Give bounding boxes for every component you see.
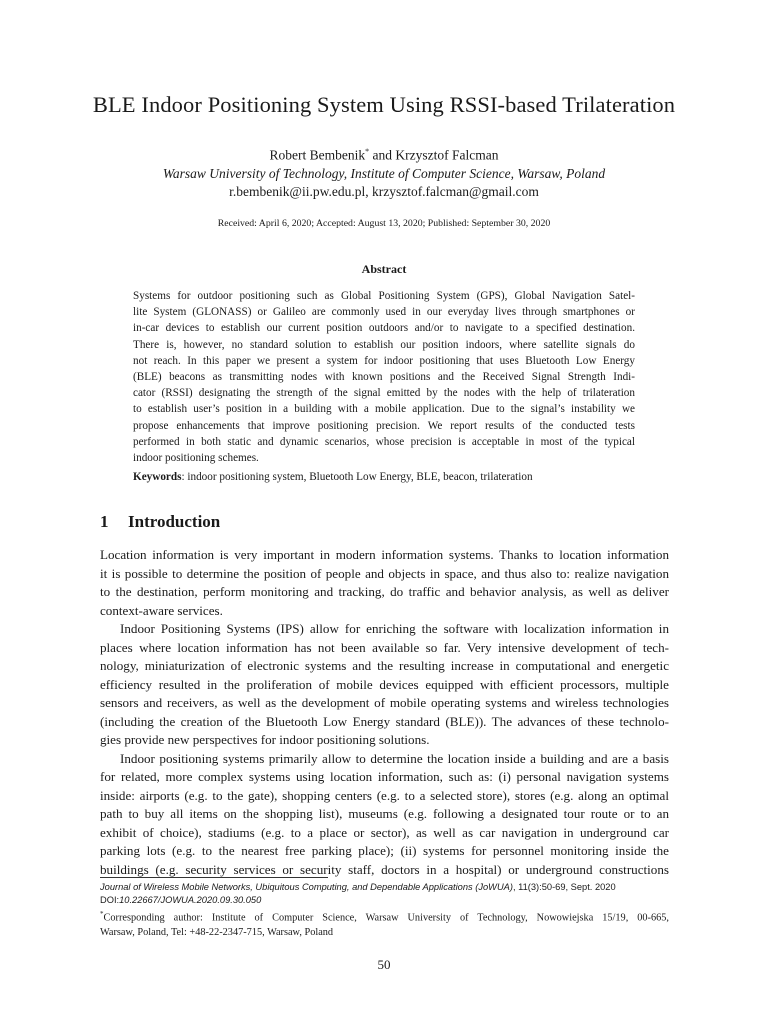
abstract-line: indoor positioning schemes. [133,452,259,465]
journal-volume: , 11(3):50-69, Sept. 2020 [512,882,616,892]
author-name-rest: and Krzysztof Falcman [369,147,499,163]
body-line: inside: airports (e.g. to the gate), shopping centers (e.g. to a selected store), stores (e.g. along an optimal [100,787,669,803]
body-line: for related, more complex systems using location information, such as: (i) personal navigation systems [100,769,669,784]
body-line: to the destination, perform monitoring and tracking, do traffic and behavior analysis, as well as deliver [100,584,669,599]
body-line: efficiency resulted in the proliferation of mobile devices equipped with efficient processors, multiple [100,676,669,692]
journal-citation [100,881,680,907]
abstract-body [133,288,635,466]
body-line: parking lots (e.g. to the nearest free parking place); (ii) systems for personnel monitoring inside the [100,843,669,858]
body-line: Indoor Positioning Systems (IPS) allow for enriching the software with localization information in [120,621,669,636]
affiliation: Warsaw University of Technology, Institute of Computer Science, Warsaw, Poland [162,165,606,181]
footnote-line [100,907,669,926]
footnote-line: Warsaw, Poland, Tel: +48-22-2347-715, Warsaw, Poland [100,926,334,938]
section-title: Introduction [128,512,221,531]
body-line: buildings (e.g. security services or security staff, doctors in a hospital) or underground constructions [100,861,669,877]
abstract-line: lite System (GLONASS) or Galileo are commonly used in our everyday lives through smartphones or [133,306,635,319]
section-number: 1 [100,512,109,531]
abstract-line: not reach. In this paper we present a system for indoor positioning that uses Bluetooth Low Energy [133,354,635,367]
body-line: exhibit of choice), stadiums (e.g. to a place or sector), as well as car navigation in underground car [100,824,669,840]
journal-name: Journal of Wireless Mobile Networks, Ubiquitous Computing, and Dependable Applications (JoWUA) [100,882,513,892]
author-name-first: Robert Bembenik [269,147,366,163]
journal-line [100,881,680,894]
abstract-line: to establish user’s position in a building with a mobile application. Due to the signal’s instability we [133,403,635,416]
abstract-line: propose enhancements that improve positioning precision. We report results of the conducted tests [133,419,635,432]
corresponding-author-mark: * [365,147,370,156]
keywords [133,471,635,483]
keywords-list: : indoor positioning system, Bluetooth Low Energy, BLE, beacon, trilateration [181,471,533,483]
abstract-line: Systems for outdoor positioning such as Global Positioning System (GPS), Global Navigation Satel- [133,290,635,302]
body-line: Location information is very important in modern information systems. Thanks to location information [100,547,669,562]
body-line: nology, miniaturization of electronic systems and the resulting increase in computational and energetic [100,658,669,673]
footnote-mark: * [100,910,104,918]
body-line: it is possible to determine the position of people and objects in space, and thus also to: realize navigation [100,565,669,581]
abstract-line: (BLE) beacons as transmitting nodes with known positions and the Received Signal Strength Indi- [133,371,635,384]
page-number: 50 [377,957,391,972]
body-line: context-aware services. [100,602,223,618]
author-block [0,143,768,201]
body-line: sensors and receivers, as well as the development of mobile operating systems and wireless technologies [100,695,669,710]
abstract-line: cator (RSSI) designating the strength of the signal emitted by the nodes with the help of trilateration [133,387,635,400]
body-line: (including the creation of the Bluetooth Low Energy standard (BLE)). The advances of these technolo- [100,713,669,729]
abstract-line: There is, however, no standard solution to establish our position indoors, where satellite signals do [133,338,635,351]
keywords-label: Keywords [133,471,182,483]
section-body [100,546,669,879]
section-heading [100,512,220,532]
doi-line [100,894,680,907]
body-line: path to buy all items on the shopping list), museums (e.g. following a designated tour route or to an [100,806,669,821]
abstract-line: performed in both static and dynamic scenarios, whose precision is acceptable in most of the typical [133,435,635,448]
corresponding-author-footnote [100,907,669,940]
publication-dates: Received: April 6, 2020; Accepted: August 13, 2020; Published: September 30, 2020 [217,218,551,229]
doi-link[interactable]: 10.22667/JOWUA.2020.09.30.050 [119,895,262,905]
author-names [0,143,768,165]
body-line: places where location information has not been available so far. Very intensive development of tech- [100,639,669,655]
body-line: gies provide new perspectives for indoor positioning solutions. [100,732,430,747]
doi-label: DOI: [100,895,120,905]
author-emails: r.bembenik@ii.pw.edu.pl, krzysztof.falcman@gmail.com [229,183,539,199]
body-line: Indoor positioning systems primarily allow to determine the location inside a building and are a basis [120,750,669,766]
paper-title: BLE Indoor Positioning System Using RSSI-based Trilateration [92,92,676,117]
footnote-text: Corresponding author: Institute of Computer Science, Warsaw University of Technology, Nowowiejska 15/19, 00-665, [103,912,669,924]
footnote-divider [100,877,328,878]
abstract-heading: Abstract [361,262,407,276]
abstract-line: in-car devices to establish our current position outdoors and/or to navigate to a specified destination. [133,322,635,335]
